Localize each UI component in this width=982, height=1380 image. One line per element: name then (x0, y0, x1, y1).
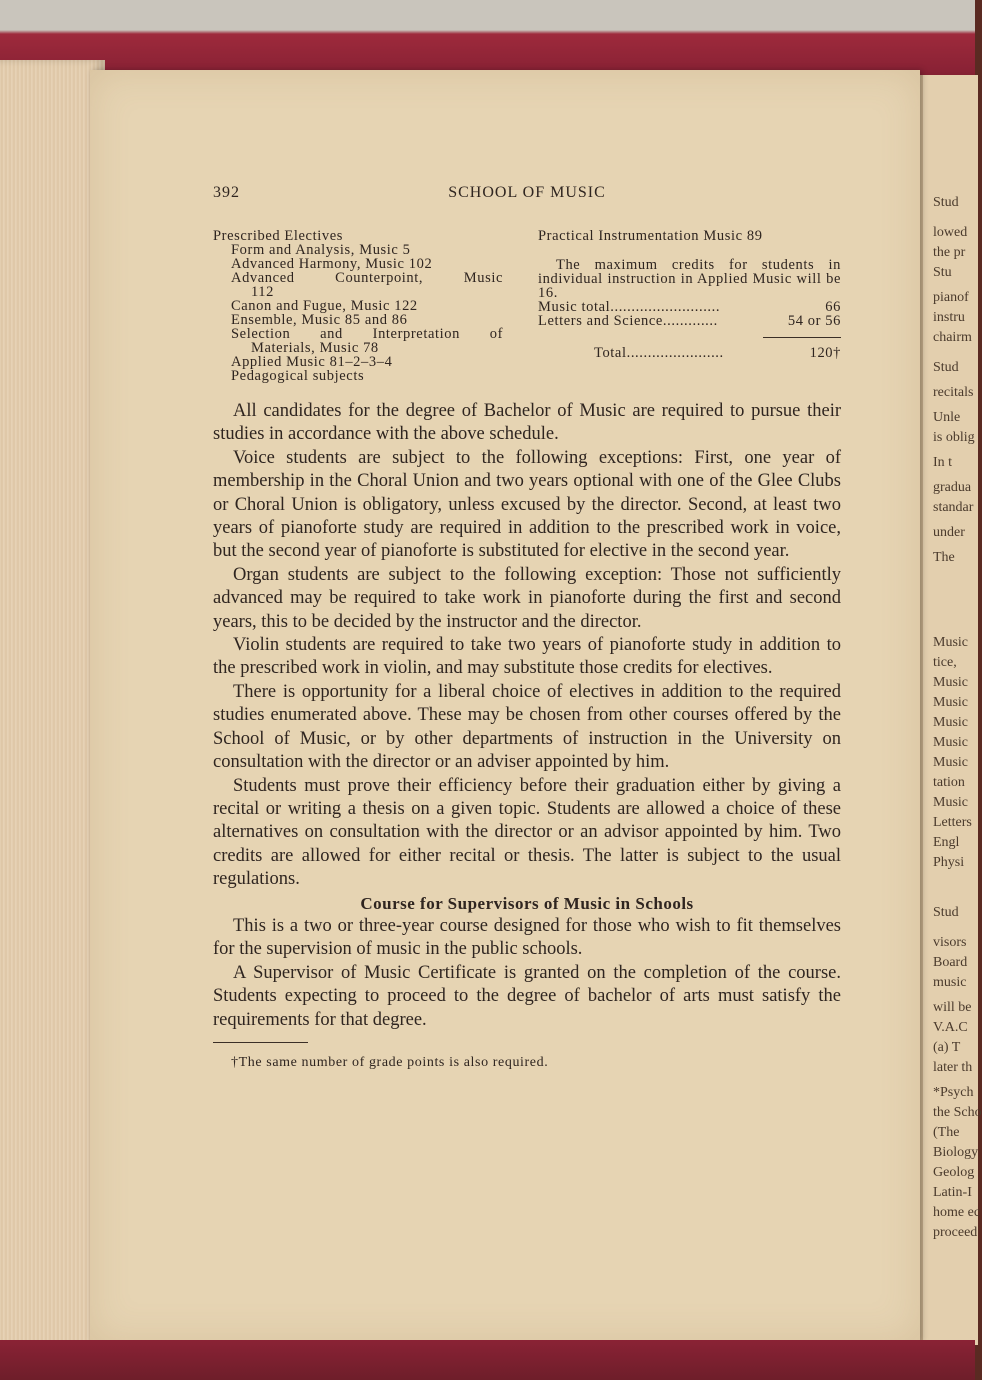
paragraph: Voice students are subject to the following exceptions: First, one year of membership in the Choral Union and two years optional with one of the Glee Clubs or Choral Union is obligatory, unless excused by the director. Second, at least two years of pianoforte study are required in addition to the prescribed work in voice, but the second year of pianoforte is substituted for elective in the second year. (213, 447, 841, 562)
adjacent-page-fragment: In t (933, 455, 953, 470)
adjacent-page-fragment: Biology (933, 1145, 979, 1160)
total-label: Total....................... (594, 345, 724, 361)
book-cover-bottom (0, 1340, 975, 1380)
adjacent-page-fragment: Board (933, 955, 968, 970)
total-value: 120† (809, 345, 841, 361)
list-item: Materials, Music 78 (251, 340, 379, 356)
adjacent-page-fragment: Stu (933, 265, 952, 280)
adjacent-page-fragment: Stud (933, 905, 959, 920)
adjacent-page-fragment: Music (933, 675, 968, 690)
adjacent-page-fragment: Music (933, 695, 968, 710)
adjacent-page-fragment: tice, (933, 655, 957, 670)
adjacent-page-fragment: later th (933, 1060, 973, 1075)
credits-summary (538, 229, 841, 360)
adjacent-page-fragment: Stud (933, 360, 959, 375)
electives-list (213, 229, 503, 383)
adjacent-page-fragment: gradua (933, 480, 972, 495)
adjacent-page-fragment: Geolog (933, 1165, 975, 1180)
adjacent-page-fragment: The (933, 550, 955, 565)
list-item: Applied Music 81–2–3–4 (231, 354, 393, 370)
letters-row (538, 314, 841, 328)
paragraph: Organ students are subject to the following exception: Those not sufficiently advanced may be required to take work in pianoforte during the first and second years, this to be decided by the instructor and the director. (213, 564, 841, 632)
letters-label: Letters and Science............. (538, 313, 718, 329)
adjacent-page-fragment: will be (933, 1000, 972, 1015)
adjacent-page-fragment: standar (933, 500, 974, 515)
list-item: Selection and Interpretation of (231, 326, 503, 342)
adjacent-page-fragment: Latin-I (933, 1185, 972, 1200)
adjacent-page-fragment: instru (933, 310, 965, 325)
adjacent-page-fragment: Unle (933, 410, 961, 425)
page-number: 392 (213, 184, 240, 201)
music-total-label: Music total.......................... (538, 299, 721, 315)
adjacent-page-fragment: Physi (933, 855, 965, 870)
list-item: Pedagogical subjects (231, 368, 365, 384)
adjacent-page-fragment: Music (933, 715, 968, 730)
section-heading: Course for Supervisors of Music in Schools (360, 893, 694, 913)
paragraph: Violin students are required to take two years of pianoforte study in addition to the prescribed work in violin, and may substitute those credits for electives. (213, 635, 841, 679)
adjacent-page-fragment: home ec (933, 1205, 981, 1220)
adjacent-page-fragment: the Scho (933, 1105, 982, 1120)
total-row (538, 346, 841, 360)
adjacent-page-fragment: chairm (933, 330, 972, 345)
list-item: 112 (251, 284, 275, 300)
music-total-value: 66 (825, 299, 841, 315)
credit-note: The maximum credits for students in individual instruction in Applied Music will be 16. (538, 257, 841, 301)
footnote-rule (213, 1042, 308, 1043)
body-text (213, 400, 841, 1074)
adjacent-page-fragment: *Psych (933, 1085, 974, 1100)
adjacent-page (920, 75, 982, 1345)
list-item: Form and Analysis, Music 5 (231, 242, 411, 258)
adjacent-page-fragment: visors (933, 935, 967, 950)
adjacent-page-fragment: lowed (933, 225, 968, 240)
paragraph: This is a two or three-year course designed for those who wish to fit themselves for the supervision of music in the public schools. (213, 915, 841, 960)
adjacent-page-fragment: Music (933, 755, 968, 770)
list-item: Canon and Fugue, Music 122 (231, 298, 418, 314)
paragraph: There is opportunity for a liberal choice of electives in addition to the required studies enumerated above. These may be chosen from other courses offered by the School of Music, or by other departments of instruction in the University on consultation with the director or an adviser appointed by him. (213, 681, 841, 773)
adjacent-page-fragment: tation (933, 775, 965, 790)
adjacent-page-fragment: recitals (933, 385, 974, 400)
list-item: Advanced Harmony, Music 102 (231, 256, 433, 272)
adjacent-page-fragment: Engl (933, 835, 960, 850)
list-item: Advanced Counterpoint, Music (231, 270, 503, 286)
page-header (213, 184, 841, 204)
adjacent-page-fragment: Music (933, 795, 968, 810)
adjacent-page-fragment: pianof (933, 290, 969, 305)
adjacent-page-fragment: Stud (933, 195, 959, 210)
paragraph: All candidates for the degree of Bachelor of Music are required to pursue their studies in accordance with the above schedule. (213, 401, 841, 445)
adjacent-page-fragment: Letters (933, 815, 972, 830)
total-rule (763, 337, 841, 338)
music-total-row (538, 300, 841, 314)
footnote: †The same number of grade points is also required. (231, 1054, 549, 1070)
letters-value: 54 or 56 (787, 313, 841, 329)
adjacent-page-fragment: the pr (933, 245, 966, 260)
adjacent-page-fragment: is oblig (933, 430, 975, 445)
adjacent-page-fragment: (a) T (933, 1040, 961, 1055)
adjacent-page-fragment: Music (933, 735, 968, 750)
adjacent-page-fragment: (The (933, 1125, 960, 1140)
practical-instrumentation: Practical Instrumentation Music 89 (538, 228, 763, 244)
running-head: SCHOOL OF MUSIC (448, 184, 606, 201)
list-item: Prescribed Electives (213, 228, 343, 244)
adjacent-page-fragment: under (933, 525, 965, 540)
adjacent-page-fragment: Music (933, 635, 968, 650)
adjacent-page-fragment: proceed (933, 1225, 978, 1240)
adjacent-page-fragment: V.A.C (933, 1020, 968, 1035)
adjacent-page-fragment: music (933, 975, 967, 990)
paragraph: Students must prove their efficiency before their graduation either by giving a recital or writing a thesis on a given topic. Students are allowed a choice of these alternatives on consultation with the director or an advisor appointed by him. Two credits are allowed for either recital or thesis. The latter is subject to the usual regulations. (213, 775, 841, 890)
paragraph: A Supervisor of Music Certificate is granted on the completion of the course. Students expecting to proceed to the degree of bachelor of arts must satisfy the requirements for that degree. (213, 962, 841, 1030)
list-item: Ensemble, Music 85 and 86 (231, 312, 408, 328)
